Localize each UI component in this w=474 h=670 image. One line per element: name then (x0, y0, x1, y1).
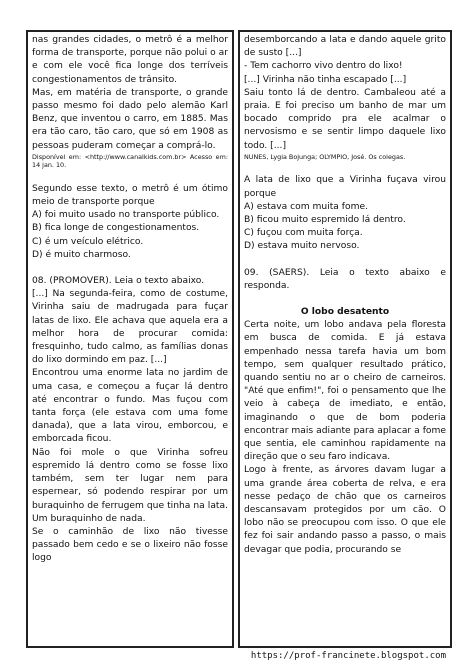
left-source: Disponível em: <http://www.canalkids.com.br> Acesso em: 14 jan. 10. (32, 152, 228, 170)
question-08-header: 08. (PROMOVER). Leia o texto abaixo. (32, 276, 205, 287)
option-c: C) fuçou com muita força. (244, 228, 363, 239)
question-08: A lata de lixo que a Virinha fuçava virou porque (244, 175, 446, 199)
option-d: D) é muito charmoso. (32, 249, 131, 260)
story-paragraph-1: [...] Na segunda-feira, como de costume, Virinha saiu de madrugada para fuçar latas de lixo. Ele achava que aquela era a melhor hora de procurar comida: fresquinho, tudo calmo, as famílias donas do lixo dormindo em paz. [...] (32, 289, 228, 366)
option-a: A) estava com muita fome. (244, 201, 368, 212)
option-a: A) foi muito usado no transporte público. (32, 210, 220, 221)
option-b: B) fica longe de congestionamentos. (32, 223, 200, 234)
left-paragraph-1: nas grandes cidades, o metrô é a melhor forma de transporte, porque não polui o ar e com ele você fica longe dos terríveis congestionamentos de trânsito. (32, 35, 228, 85)
option-d: D) estava muito nervoso. (244, 241, 360, 252)
story-title: O lobo desatento (300, 306, 390, 317)
story-paragraph-3: Não foi mole o que Virinha sofreu espremido lá dentro como se fosse lixo também, sem ter lugar nem para espernear, só podendo respirar por um buraquinho de ferrugem que tinha na lata. Um buraquinho de nada. (32, 447, 228, 524)
story-paragraph-4: Se o caminhão de lixo não tivesse passado bem cedo e se o lixeiro não fosse logo (32, 526, 228, 564)
question-07: Segundo esse texto, o metrô é um ótimo meio de transporte porque (32, 183, 228, 208)
right-column (244, 34, 446, 557)
left-column (32, 34, 228, 566)
story-continuation-4: Saiu tonto lá de dentro. Cambaleou até a praia. E foi preciso um banho de mar um bocado comprido pra ele acalmar o nervosismo e se sentir limpo daquele lixo todo. [...] (244, 87, 446, 151)
question-09-header: 09. (SAERS). Leia o texto abaixo e responda. (244, 267, 446, 291)
wolf-paragraph-1: Certa noite, um lobo andava pela floresta em busca de comida. E já estava empenhado nessa tarefa havia um bom tempo, sem qualquer resultado prático, quando sentiu no ar o cheiro de carneiros. "Até que enfim!", foi o pensamento que lhe veio à cabeça de imediato, e então, imaginando o que de bom poderia encontrar mais adiante para aplacar a fome que sentia, ele caminhou rapidamente na direção que o seu faro indicava. (244, 320, 446, 463)
footer-url: https://prof-francinete.blogspot.com (250, 651, 446, 661)
story-paragraph-2: Encontrou uma enorme lata no jardim de uma casa, e começou a fuçar lá dentro até encontrar o fundo. Mas fuçou com tanta força (ele estava com uma fome danada), que a lata virou, emborcou, e emborcada ficou. (32, 368, 228, 445)
story-continuation-2: - Tem cachorro vivo dentro do lixo! (244, 61, 403, 72)
left-paragraph-2: Mas, em matéria de transporte, o grande passo mesmo foi dado pelo alemão Karl Benz, que inventou o carro, em 1885. Mas era tão caro, tão caro, que só em 1908 as pessoas puderam começar a comprá-lo. (32, 87, 228, 151)
story-continuation-1: desemborcando a lata e dando aquele grito de susto [...] (244, 35, 446, 59)
option-b: B) ficou muito espremido lá dentro. (244, 214, 406, 225)
story-continuation-3: [...] Virinha não tinha escapado [...] (244, 74, 407, 85)
option-c: C) é um veículo elétrico. (32, 236, 144, 247)
right-source: NUNES, Lygia Bojunga; OLYMPIO, José. Os colegas. (244, 152, 406, 161)
wolf-paragraph-2: Logo à frente, as árvores davam lugar a uma grande área coberta de relva, e era nesse pedaço de chão que os carneiros descansavam protegidos por um cão. O lobo não se preocupou com isso. O que ele fez foi sair andando passo a passo, o mais devagar que podia, procurando se (244, 465, 446, 555)
